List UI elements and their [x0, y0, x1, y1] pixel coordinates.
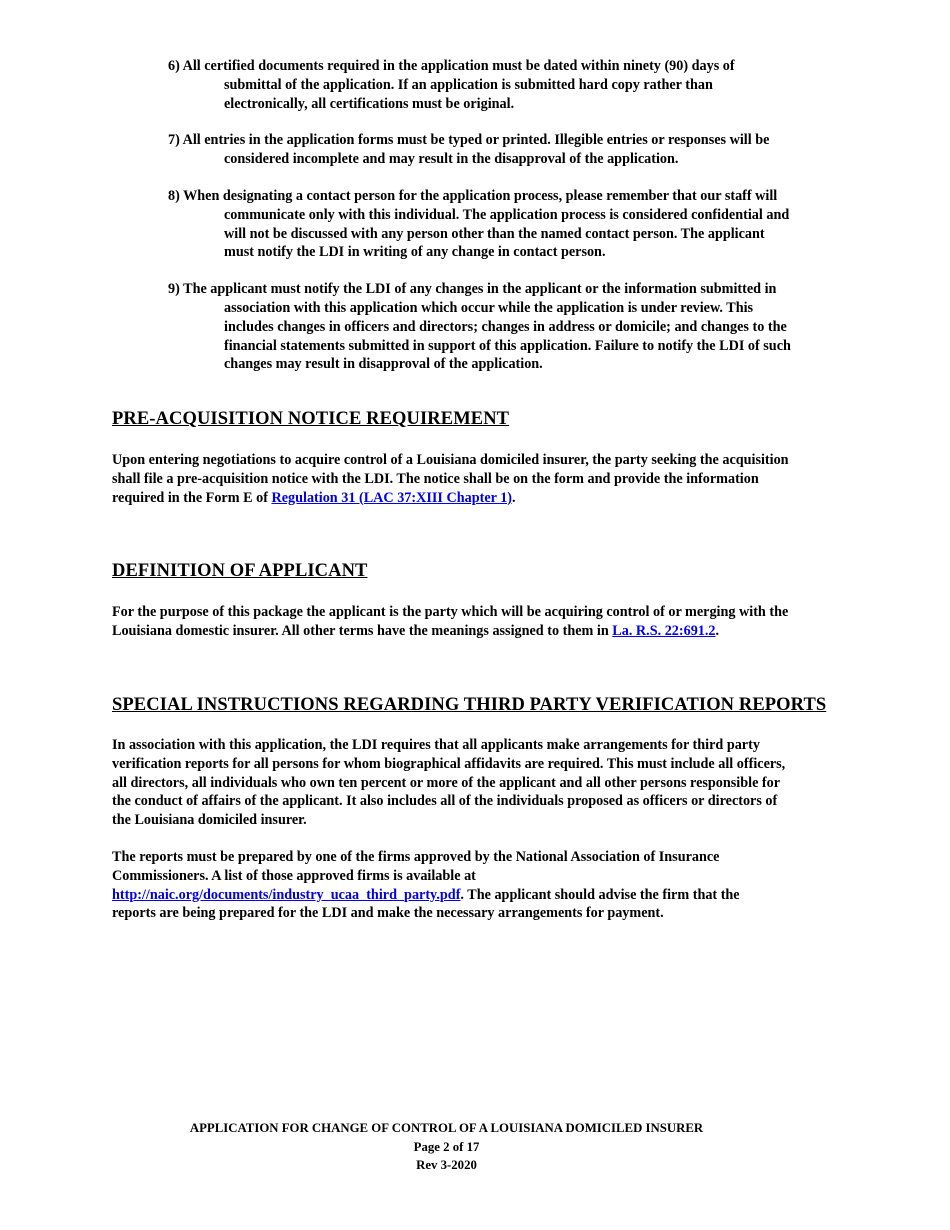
item-8-line: communicate only with this individual. The application process is considered confidential and [224, 206, 790, 223]
pre-acquisition-paragraph [112, 451, 852, 507]
item-7-line: 7) All entries in the application forms must be typed or printed. Illegible entries or responses will be [168, 132, 770, 149]
item-8-line: will not be discussed with any person other than the named contact person. The applicant [224, 225, 765, 242]
paragraph-line: In association with this application, the LDI requires that all applicants make arrangements for third party [112, 737, 760, 753]
item-9-line: financial statements submitted in support of this application. Failure to notify the LDI of such [224, 337, 791, 354]
paragraph-line: For the purpose of this package the applicant is the party which will be acquiring control of or merging with the [112, 604, 789, 620]
pre-acquisition-heading: PRE-ACQUISITION NOTICE REQUIREMENT [112, 409, 510, 429]
paragraph-line: the Louisiana domiciled insurer. [112, 812, 307, 829]
paragraph-line: The reports must be prepared by one of the firms approved by the National Association of Insurance [112, 849, 720, 865]
paragraph-line: all directors, all individuals who own ten percent or more of the applicant and all other persons responsible for [112, 774, 781, 791]
text-span: . The applicant should advise the firm that the [460, 886, 740, 903]
item-9-line: changes may result in disapproval of the application. [224, 356, 543, 373]
paragraph-line: Upon entering negotiations to acquire control of a Louisiana domiciled insurer, the party seeking the acquisition [112, 452, 789, 468]
list-item-6 [168, 57, 848, 113]
item-9-line: includes changes in officers and directors; changes in address or domicile; and changes to the [224, 318, 787, 335]
special-instructions-heading: SPECIAL INSTRUCTIONS REGARDING THIRD PARTY VERIFICATION REPORTS [112, 695, 827, 715]
numbered-list [168, 57, 848, 374]
item-8-line: must notify the LDI in writing of any change in contact person. [224, 244, 606, 261]
paragraph-line [112, 886, 852, 905]
definition-heading: DEFINITION OF APPLICANT [112, 561, 368, 581]
footer-title: APPLICATION FOR CHANGE OF CONTROL OF A LOUISIANA DOMICILED INSURER [189, 1121, 704, 1135]
paragraph-line [112, 489, 852, 508]
item-9-line: 9) The applicant must notify the LDI of any changes in the applicant or the information submitted in [168, 281, 777, 298]
page-number: Page 2 of 17 [413, 1139, 480, 1154]
la-rs-link[interactable]: La. R.S. 22:691.2 [612, 622, 716, 639]
paragraph-line: shall file a pre-acquisition notice with the LDI. The notice shall be on the form and provide the information [112, 470, 759, 487]
text-span: Louisiana domestic insurer. All other terms have the meanings assigned to them in [112, 622, 613, 639]
paragraph-line: verification reports for all persons for whom biographical affidavits are required. This must include all officers, [112, 755, 786, 772]
item-6-line: electronically, all certifications must be original. [224, 95, 515, 112]
paragraph-line: reports are being prepared for the LDI and make the necessary arrangements for payment. [112, 905, 664, 922]
paragraph-line: the conduct of affairs of the applicant. It also includes all of the individuals proposed as officers or directors of [112, 793, 778, 810]
special-paragraph-1 [112, 736, 852, 830]
list-item-9 [168, 280, 848, 374]
page-footer [0, 1119, 893, 1175]
list-item-8 [168, 187, 848, 262]
item-8-line: 8) When designating a contact person for the application process, please remember that our staff will [168, 187, 778, 204]
item-9-line: association with this application which occur while the application is under review. This [224, 299, 754, 316]
paragraph-line: Commissioners. A list of those approved firms is available at [112, 867, 476, 884]
text-span: required in the Form E of [112, 489, 272, 506]
regulation-31-link[interactable]: Regulation 31 (LAC 37:XIII Chapter 1) [271, 489, 513, 506]
revision-label: Rev 3-2020 [416, 1158, 477, 1172]
item-7-line: considered incomplete and may result in the disapproval of the application. [224, 151, 679, 168]
paragraph-line [112, 622, 852, 641]
list-item-7 [168, 131, 848, 169]
definition-paragraph [112, 603, 852, 641]
text-span: . [512, 489, 516, 506]
item-6-line: 6) All certified documents required in the application must be dated within ninety (90) days of [168, 58, 735, 74]
special-paragraph-2 [112, 848, 852, 923]
naic-firms-link[interactable]: http://naic.org/documents/industry_ucaa_third_party.pdf [112, 886, 461, 903]
item-6-line: submittal of the application. If an application is submitted hard copy rather than [224, 76, 713, 93]
text-span: . [715, 622, 720, 639]
